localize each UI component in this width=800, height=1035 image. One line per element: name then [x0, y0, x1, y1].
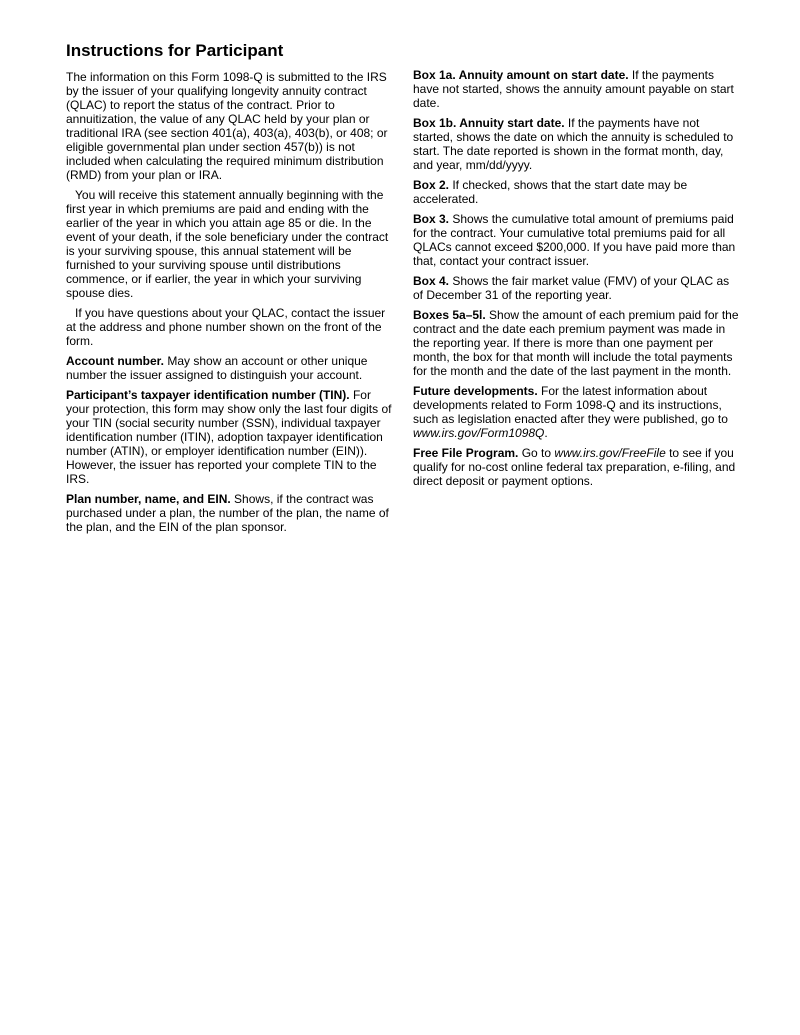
paragraph-boxes-5a-5l: Boxes 5a–5l. Show the amount of each premium paid for the contract and the date each premium payment was made in the reporting year. If there is more than one payment per month, the box for that month will include the total payments for the month and the date of the last payment in the month. [413, 308, 739, 378]
paragraph-annual-statement: You will receive this statement annually beginning with the first year in which premiums are paid and ending with the earlier of the year in which you attain age 85 or die. In the event of your death, if the sole beneficiary under the contract is your surviving spouse, this annual statement will be furnished to your surviving spouse until distributions commence, or if earlier, the year in which your surviving spouse dies. [66, 188, 389, 300]
page-title: Instructions for Participant [66, 41, 284, 60]
paragraph-future-developments: Future developments. For the latest information about developments related to Form 1098-Q and its instructions, such as legislation enacted after they were published, go to www.irs.gov/Form1098Q. [413, 384, 728, 440]
paragraph-free-file: Free File Program. Go to www.irs.gov/FreeFile to see if you qualify for no-cost online federal tax preparation, e-filing, and direct deposit or payment options. [413, 446, 736, 488]
right-column [413, 68, 739, 494]
paragraph-intro: The information on this Form 1098-Q is submitted to the IRS by the issuer of your qualifying longevity annuity contract (QLAC) to report the status of the contract. Prior to annuitization, the value of any QLAC held by your plan or traditional IRA (see section 401(a), 403(a), 403(b), or 408; or eligible governmental plan under section 457(b)) is not included when calculating the required minimum distribution (RMD) from your plan or IRA. [66, 70, 388, 182]
paragraph-box-3: Box 3. Shows the cumulative total amount of premiums paid for the contract. Your cumulative total premiums paid for all QLACs cannot exceed $200,000. If you have paid more than that, contact your contract issuer. [413, 212, 736, 268]
paragraph-box-1a: Box 1a. Annuity amount on start date. If the payments have not started, shows the annuity amount payable on start date. [413, 68, 734, 110]
paragraph-plan-number: Plan number, name, and EIN. Shows, if the contract was purchased under a plan, the number of the plan, the name of the plan, and the EIN of the plan sponsor. [66, 492, 389, 534]
paragraph-box-1b: Box 1b. Annuity start date. If the payments have not started, shows the date on which the annuity is scheduled to start. The date reported is shown in the format month, day, and year, mm/dd/yyyy. [413, 116, 734, 172]
left-column [66, 70, 396, 540]
paragraph-participant-tin: Participant’s taxpayer identification number (TIN). For your protection, this form may show only the last four digits of your TIN (social security number (SSN), individual taxpayer identification number (ITIN), adoption taxpayer identification number (ATIN), or employer identification number (EIN)). However, the issuer has reported your complete TIN to the IRS. [66, 388, 392, 486]
form-1098q-link[interactable]: www.irs.gov/Form1098Q [413, 426, 545, 440]
paragraph-box-2: Box 2. If checked, shows that the start date may be accelerated. [413, 178, 688, 206]
free-file-link[interactable]: www.irs.gov/FreeFile [554, 446, 666, 460]
paragraph-box-4: Box 4. Shows the fair market value (FMV) of your QLAC as of December 31 of the reporting year. [413, 274, 730, 302]
paragraph-account-number: Account number. May show an account or other unique number the issuer assigned to distinguish your account. [66, 354, 368, 382]
paragraph-questions: If you have questions about your QLAC, contact the issuer at the address and phone number shown on the front of the form. [66, 306, 386, 348]
